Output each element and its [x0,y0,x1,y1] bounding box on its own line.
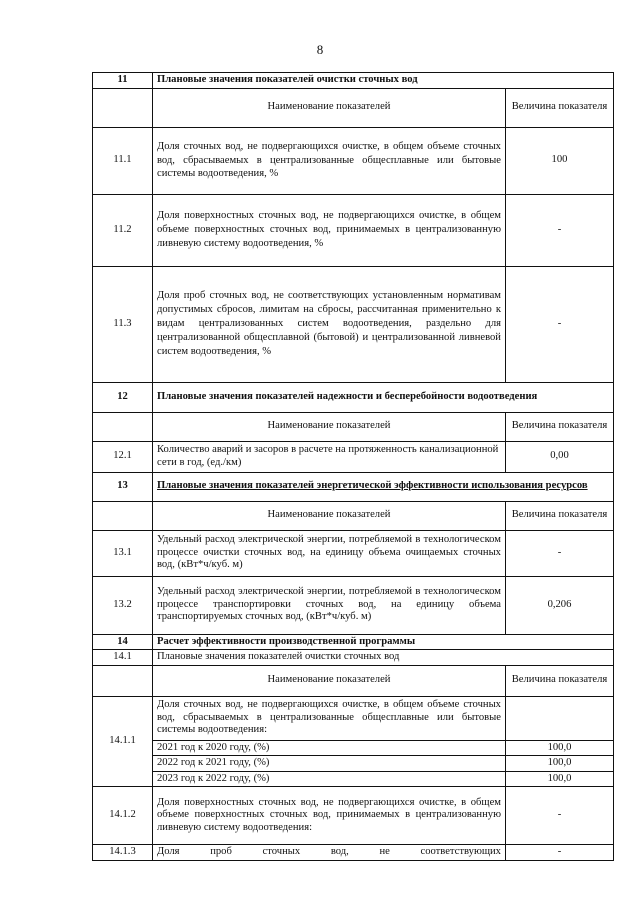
section-number: 11 [93,73,153,89]
year-row [93,756,614,772]
page-number: 8 [316,42,324,57]
column-header-value: Величина показателя [505,412,613,441]
column-header-value: Величина показателя [505,88,613,127]
section-number: 12 [93,382,153,412]
table-row [93,194,614,266]
row-value: 100 [505,127,613,194]
row-text: Количество аварий и засоров в расчете на протяженность канализационной сети в год, (ед./км) [153,441,506,472]
table-row [93,845,614,861]
section-number: 14 [93,634,153,650]
year-label: 2023 год к 2022 году, (%) [153,771,506,787]
empty-cell [505,696,613,740]
year-row [93,740,614,756]
row-number: 13.2 [93,576,153,634]
section-title: Расчет эффективности производственной программы [153,634,614,650]
row-value: - [505,194,613,266]
table-row [93,530,614,576]
row-text: Доля сточных вод, не подвергающихся очистке, в общем объеме сточных вод, сбрасываемых в централизованные общесплавные или бытовые системы водоотведения, % [153,127,506,194]
subsection-row [93,650,614,666]
empty-cell [93,412,153,441]
row-value: - [505,845,613,861]
row-text: Доля поверхностных сточных вод, не подвергающихся очистке, в общем объеме поверхностных сточных вод, принимаемых в централизованную ливневую систему водоотведения, % [153,194,506,266]
year-label: 2022 год к 2021 году, (%) [153,756,506,772]
row-value: - [505,787,613,845]
section-title: Плановые значения показателей энергетической эффективности использования ресурсов [153,472,614,501]
column-header-row [93,412,614,441]
year-value: 100,0 [505,756,613,772]
section-13-header [93,472,614,501]
row-number: 11.1 [93,127,153,194]
year-value: 100,0 [505,740,613,756]
row-value: - [505,530,613,576]
row-number: 13.1 [93,530,153,576]
row-number: 11.3 [93,266,153,382]
table-row [93,576,614,634]
table-row [93,696,614,740]
column-header-name: Наименование показателей [153,665,506,696]
row-number: 11.2 [93,194,153,266]
row-text: Доля сточных вод, не подвергающихся очистке, в общем объеме сточных вод, сбрасываемых в централизованные общесплавные или бытовые системы водоотведения: [153,696,506,740]
row-text: Удельный расход электрической энергии, потребляемой в технологическом процессе очистки сточных вод, на единицу объема очищаемых сточных вод, (кВт*ч/куб. м) [153,530,506,576]
row-number: 14.1.2 [93,787,153,845]
row-value: 0,206 [505,576,613,634]
column-header-row [93,88,614,127]
row-number: 14.1.1 [93,696,153,787]
row-number: 14.1.3 [93,845,153,861]
row-value: 0,00 [505,441,613,472]
subsection-number: 14.1 [93,650,153,666]
column-header-name: Наименование показателей [153,412,506,441]
column-header-row [93,501,614,530]
table-row [93,266,614,382]
subsection-title: Плановые значения показателей очистки сточных вод [153,650,614,666]
year-label: 2021 год к 2020 году, (%) [153,740,506,756]
table-row [93,441,614,472]
section-title: Плановые значения показателей очистки сточных вод [153,73,614,89]
column-header-name: Наименование показателей [153,501,506,530]
row-text: Доля проб сточных вод, не соответствующих [153,845,506,861]
year-row [93,771,614,787]
empty-cell [93,88,153,127]
section-title: Плановые значения показателей надежности и бесперебойности водоотведения [153,382,614,412]
column-header-name: Наименование показателей [153,88,506,127]
column-header-value: Величина показателя [505,501,613,530]
empty-cell [93,665,153,696]
column-header-value: Величина показателя [505,665,613,696]
section-11-header [93,73,614,89]
empty-cell [93,501,153,530]
table-row [93,787,614,845]
column-header-row [93,665,614,696]
indicators-table [92,72,614,861]
year-value: 100,0 [505,771,613,787]
row-text: Доля поверхностных сточных вод, не подвергающихся очистке, в общем объеме поверхностных сточных вод, принимаемых в централизованную ливневую систему водоотведения: [153,787,506,845]
section-14-header [93,634,614,650]
row-value: - [505,266,613,382]
row-text: Доля проб сточных вод, не соответствующих установленным нормативам допустимых сбросов, лимитам на сбросы, рассчитанная применительно к видам централизованных систем водоотведения, раздельно для централизованной общесплавной (бытовой) и централизованной ливневой систем водоотведения, % [153,266,506,382]
table-row [93,127,614,194]
row-number: 12.1 [93,441,153,472]
section-number: 13 [93,472,153,501]
section-12-header [93,382,614,412]
row-text: Удельный расход электрической энергии, потребляемой в технологическом процессе транспортировки сточных вод, на единицу объема транспортируемых сточных вод, (кВт*ч/куб. м) [153,576,506,634]
